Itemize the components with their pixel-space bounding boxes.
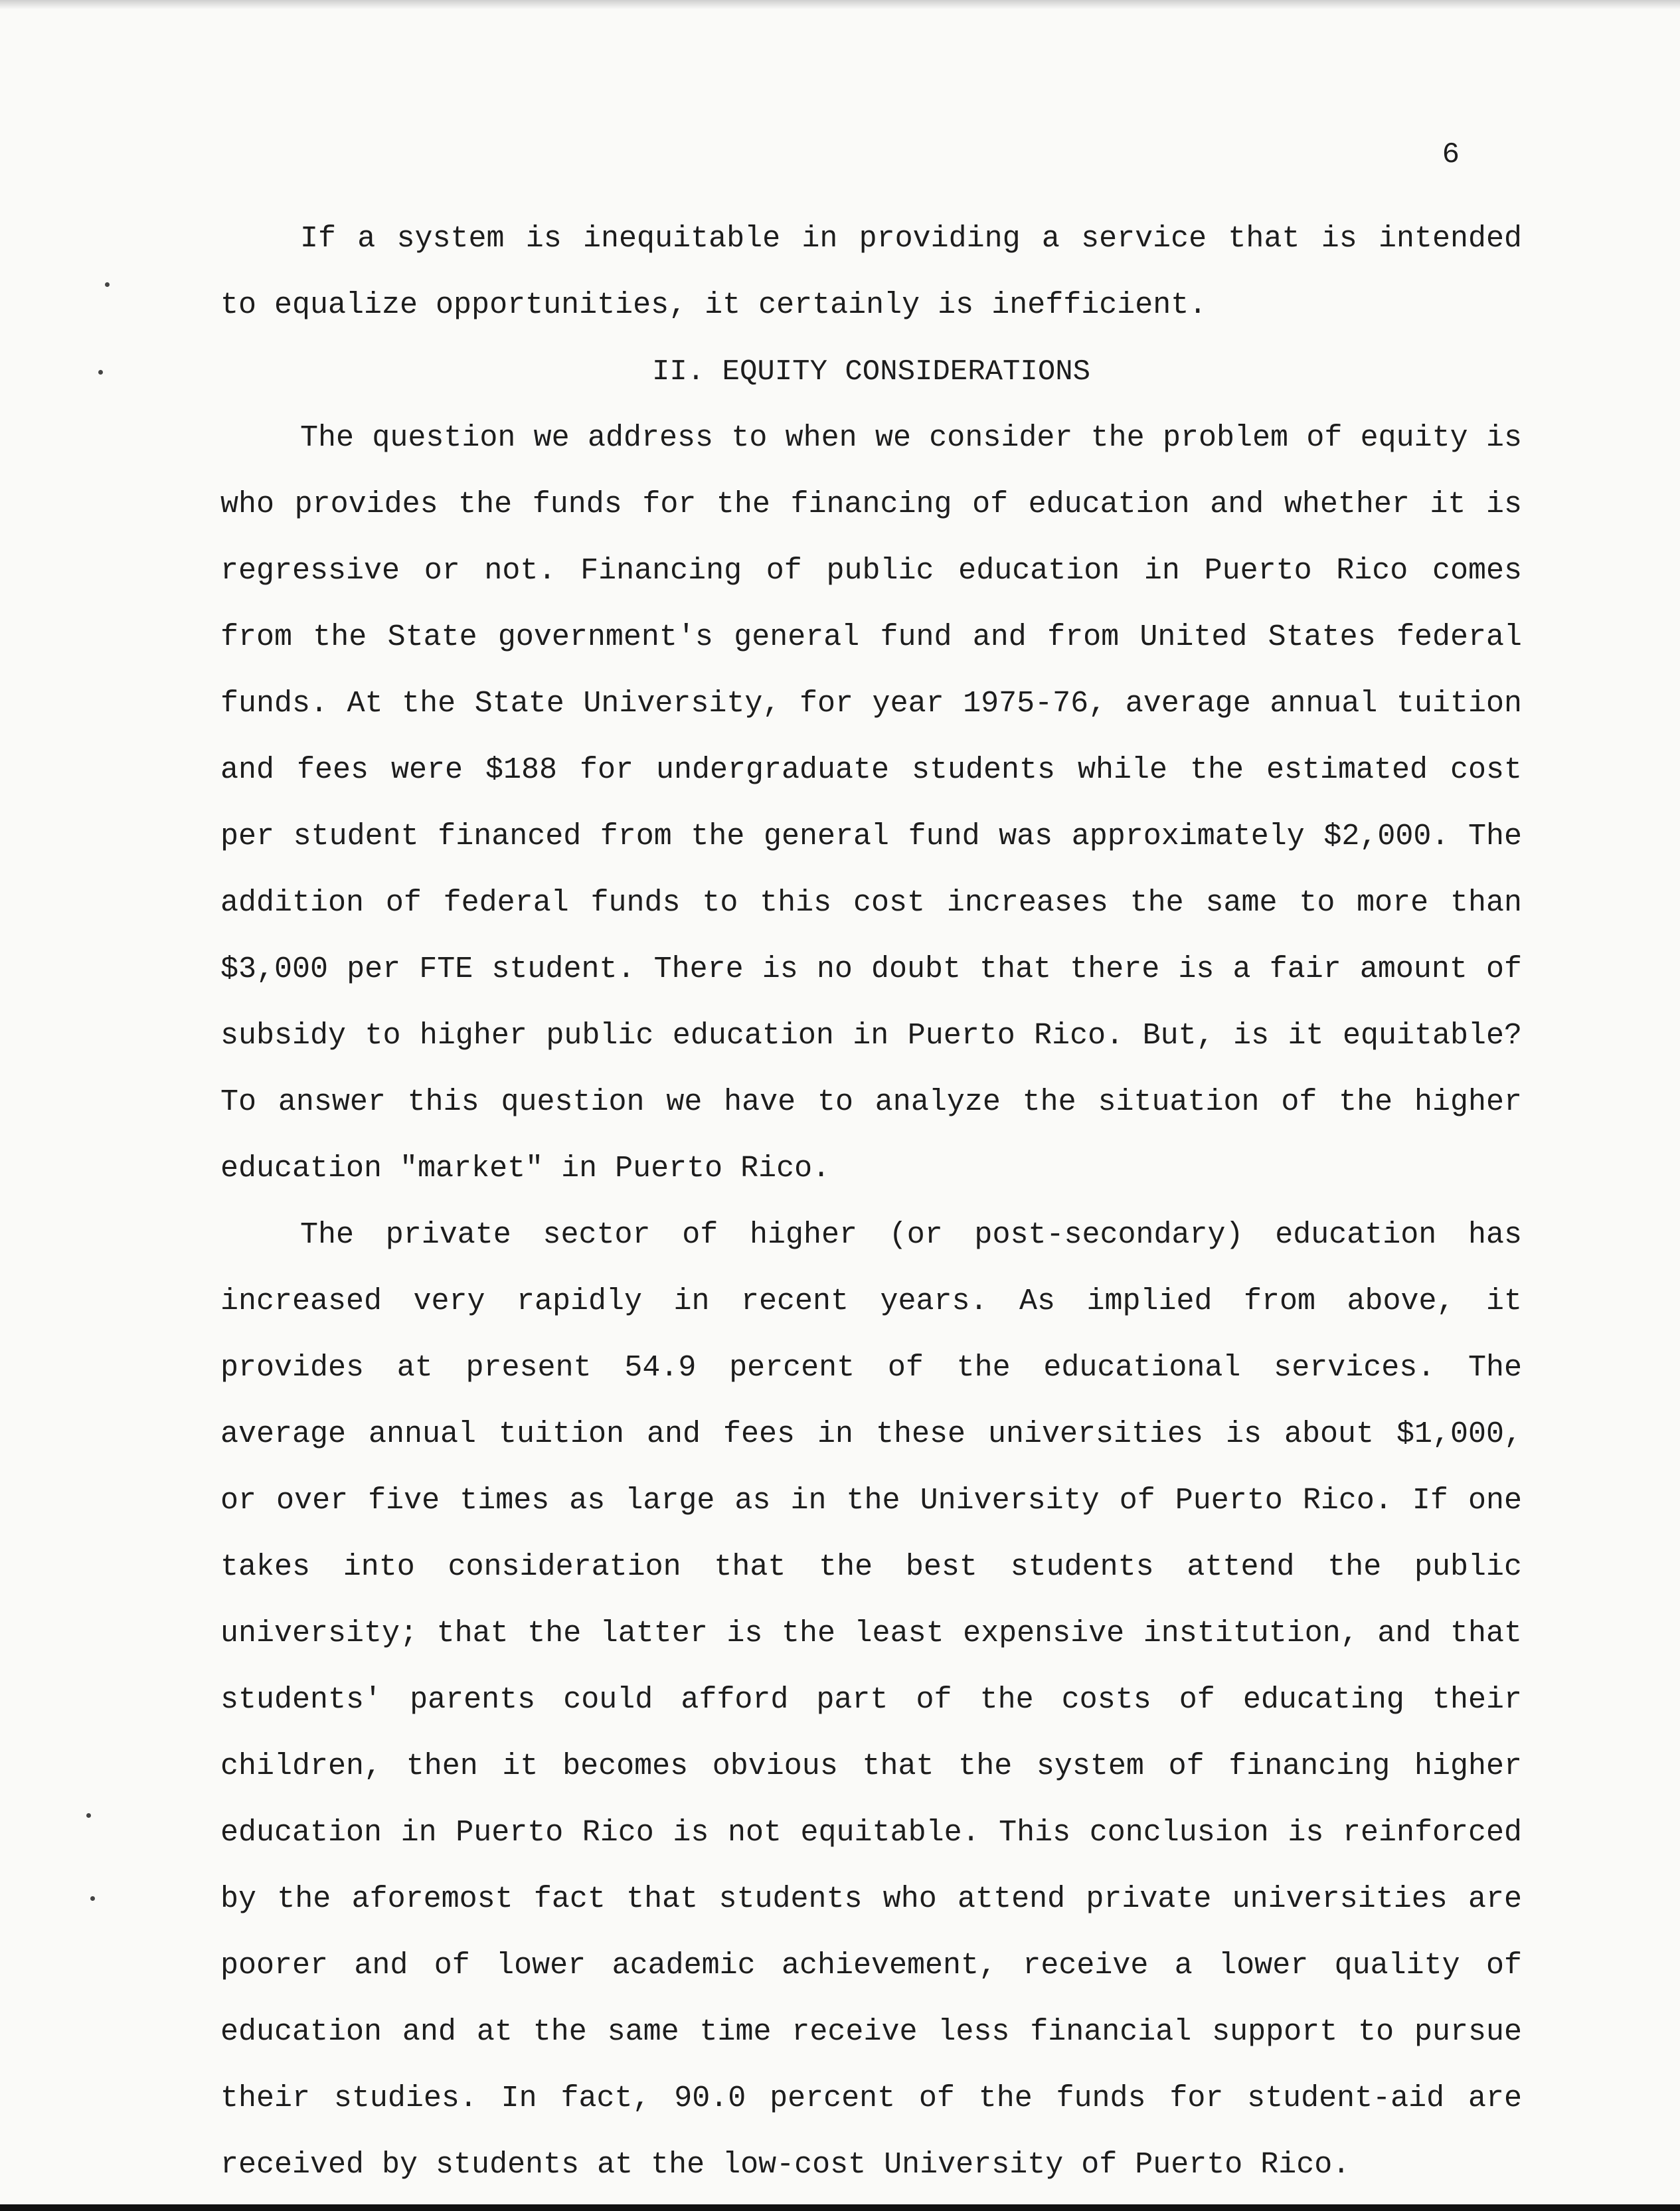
body-text [220, 206, 1522, 2198]
paragraph-intro: If a system is inequitable in providing a service that is intended to equalize opportunities, it certainly is inefficient. [220, 222, 1522, 322]
scan-speck [105, 282, 110, 287]
scan-bottom-edge [0, 2204, 1680, 2211]
paragraph-private-sector: The private sector of higher (or post-secondary) education has increased very rapidly in recent years. As implied from above, it provides at present 54.9 percent of the educational services. The average annual tuition and fees in these universities is about $1,000, or over five times as large as in the University of Puerto Rico. If one takes into consideration that the best students attend the public university; that the latter is the least expensive institution, and that students' parents could afford part of the costs of educating their children, then it becomes obvious that the system of financing higher education in Puerto Rico is not equitable. This conclusion is reinforced by the aforemost fact that students who attend private universities are poorer and of lower academic achievement, receive a lower quality of education and at the same time receive less financial support to pursue their studies. In fact, 90.0 percent of the funds for student-aid are received by students at the low-cost University of Puerto Rico. [220, 1218, 1522, 2182]
scan-speck [90, 1896, 95, 1901]
page-number: 6 [1442, 138, 1460, 171]
scan-top-edge [0, 0, 1680, 9]
scan-speck [86, 1813, 91, 1818]
section-heading: II. EQUITY CONSIDERATIONS [651, 355, 1091, 389]
scan-speck [98, 370, 103, 375]
paragraph-equity-funding: The question we address to when we consider the problem of equity is who provides the funds for the financing of education and whether it is regressive or not. Financing of public education in Puerto Rico comes from the State government's general fund and from United States federal funds. At the State University, for year 1975-76, average annual tuition and fees were $188 for undergraduate students while the estimated cost per student financed from the general fund was approximately $2,000. The addition of federal funds to this cost increases the same to more than $3,000 per FTE student. There is no doubt that there is a fair amount of subsidy to higher public education in Puerto Rico. But, is it equitable? To answer this question we have to analyze the situation of the higher education "market" in Puerto Rico. [220, 421, 1522, 1186]
